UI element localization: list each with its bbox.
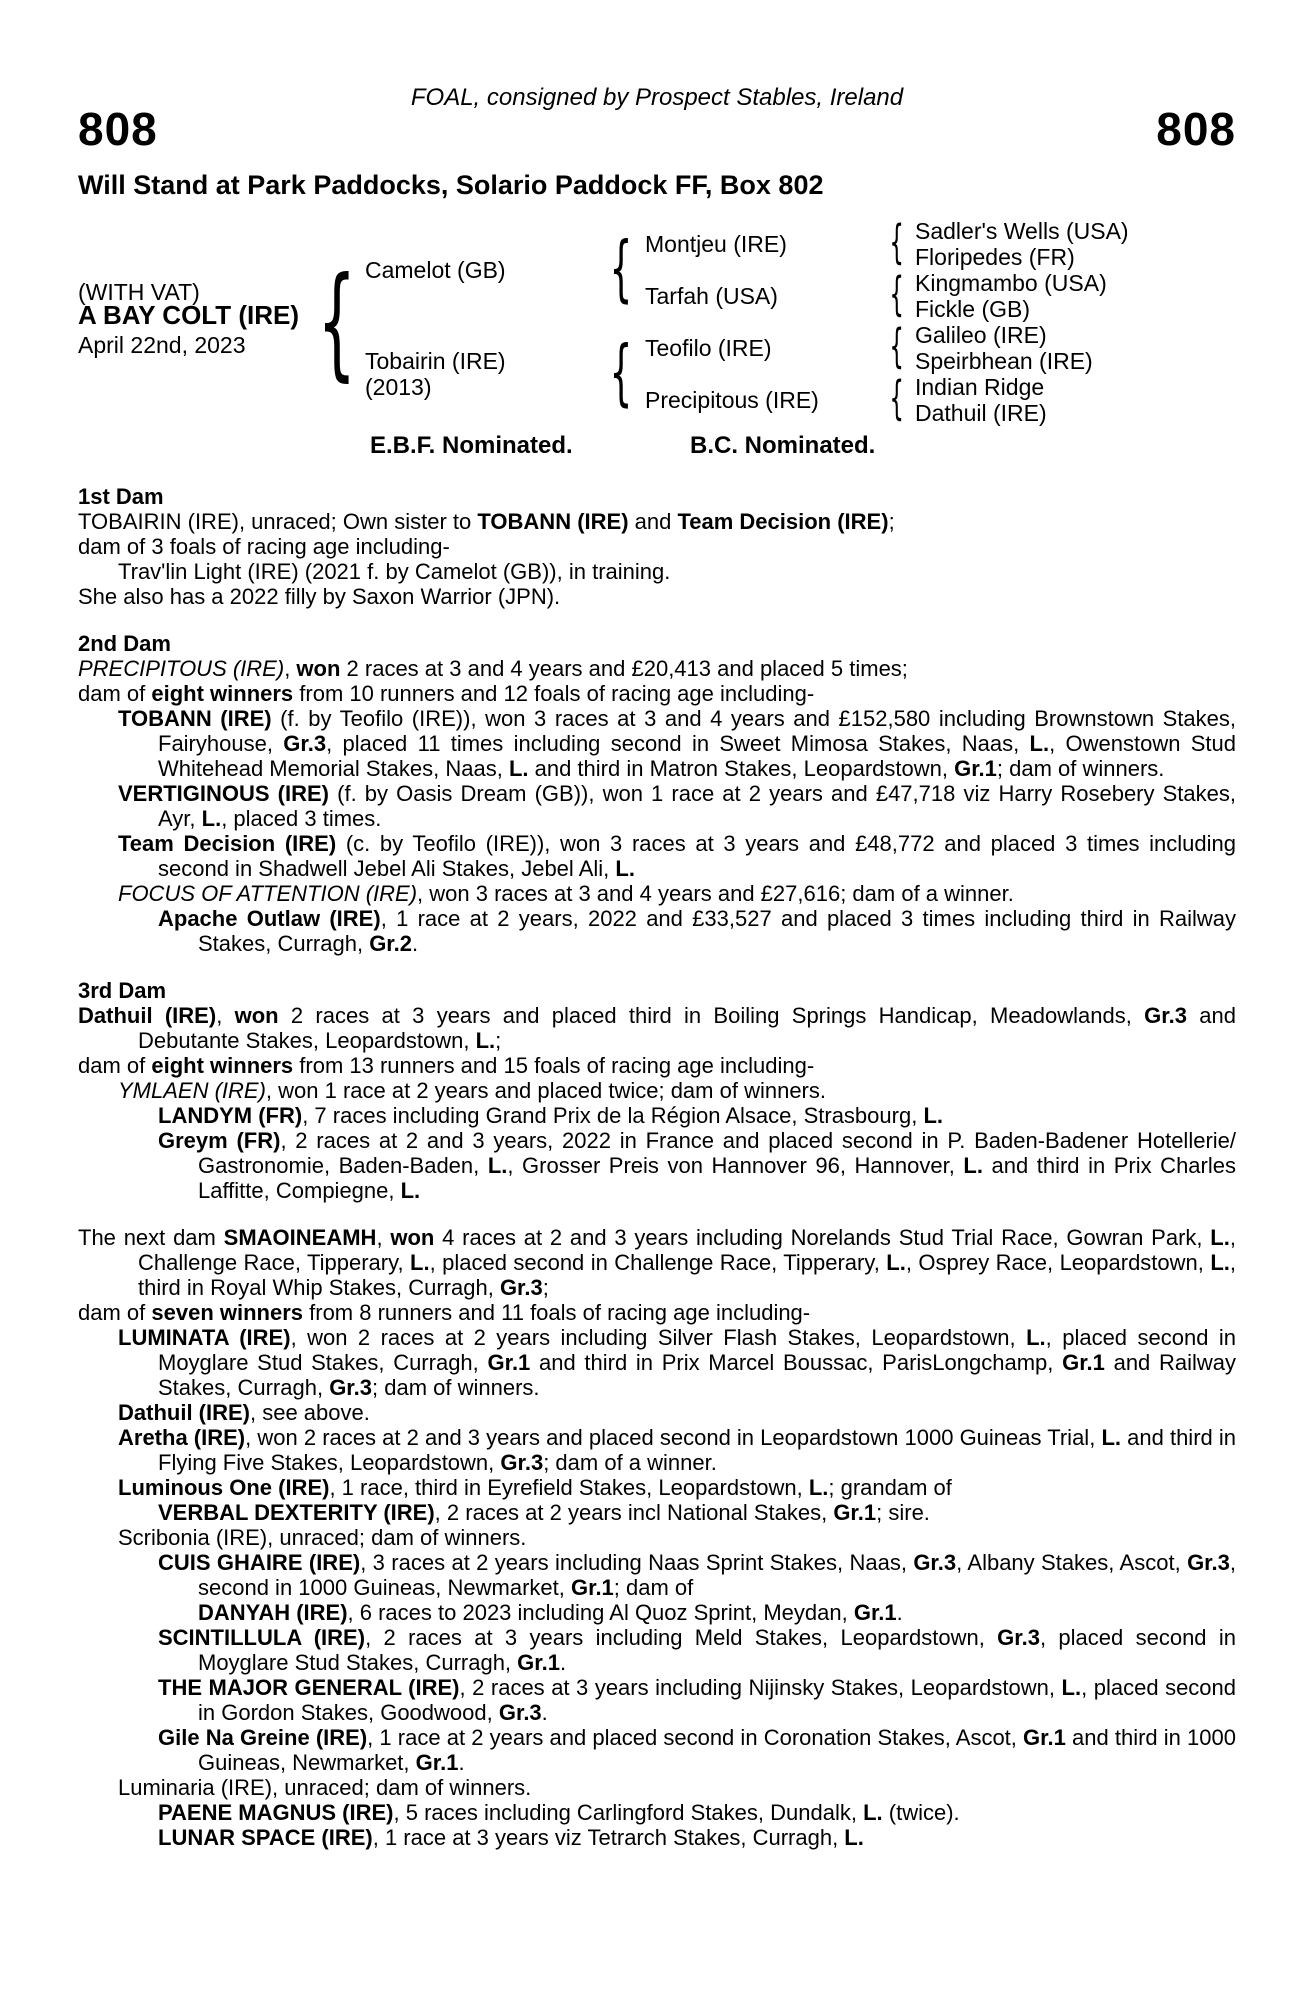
- pedigree-table: [0, 200, 1314, 462]
- pedigree-text-paragraph: Scribonia (IRE), unraced; dam of winners.: [118, 1525, 527, 1550]
- dam-section: [78, 484, 1236, 609]
- pedigree-text-paragraph: LANDYM (FR), 7 races including Grand Prix de la Région Alsace, Strasbourg, L.: [158, 1103, 943, 1128]
- section-heading: 2nd Dam: [78, 631, 171, 656]
- pedigree-brace: {: [889, 267, 904, 321]
- dam-dam-sire: Indian Ridge: [915, 374, 1045, 400]
- lot-number-left: 808: [78, 103, 158, 155]
- pedigree-text-paragraph: FOCUS OF ATTENTION (IRE), won 3 races at 3 and 4 years and £27,616; dam of a winner.: [118, 881, 1014, 906]
- pedigree-text-paragraph: VERTIGINOUS (IRE) (f. by Oasis Dream (GB)), won 1 race at 2 years and £47,718 viz Harry Rosebery Stakes, Ayr, L., placed 3 times.: [118, 781, 1236, 831]
- dam-section: [78, 1225, 1236, 1850]
- pedigree-text-paragraph: CUIS GHAIRE (IRE), 3 races at 2 years including Naas Sprint Stakes, Naas, Gr.3, Albany Stakes, Ascot, Gr.3, second in 1000 Guineas, Newmarket, Gr.1; dam of: [158, 1550, 1236, 1600]
- pedigree-text-paragraph: Aretha (IRE), won 2 races at 2 and 3 years and placed second in Leopardstown 1000 Guineas Trial, L. and third in Flying Five Stakes, Leopardstown, Gr.3; dam of a winner.: [118, 1425, 1236, 1475]
- pedigree-text-paragraph: Team Decision (IRE) (c. by Teofilo (IRE)), won 3 races at 3 years and £48,772 and placed 3 times including second in Shadwell Jebel Ali Stakes, Jebel Ali, L.: [118, 831, 1237, 881]
- pedigree-text-paragraph: Greym (FR), 2 races at 2 and 3 years, 2022 in France and placed second in P. Baden-Badener Hotellerie/ Gastronomie, Baden-Baden, L., Grosser Preis von Hannover 96, Hannover, L. and third in Prix Charles Laffitte, Compiegne, L.: [158, 1128, 1237, 1203]
- pedigree-text-paragraph: She also has a 2022 filly by Saxon Warrior (JPN).: [78, 584, 561, 609]
- pedigree-text-paragraph: Luminous One (IRE), 1 race, third in Eyrefield Stakes, Leopardstown, L.; grandam of: [118, 1475, 952, 1500]
- pedigree-text-paragraph: DANYAH (IRE), 6 races to 2023 including Al Quoz Sprint, Meydan, Gr.1.: [198, 1600, 903, 1625]
- pedigree-text-paragraph: LUNAR SPACE (IRE), 1 race at 3 years viz Tetrarch Stakes, Curragh, L.: [158, 1825, 864, 1850]
- pedigree-text-paragraph: Apache Outlaw (IRE), 1 race at 2 years, 2022 and £33,527 and placed 3 times including third in Railway Stakes, Curragh, Gr.2.: [158, 906, 1237, 956]
- lot-number-right: 808: [1156, 103, 1236, 155]
- pedigree-text-paragraph: PRECIPITOUS (IRE), won 2 races at 3 and 4 years and £20,413 and placed 5 times;: [78, 656, 908, 681]
- pedigree-brace: {: [317, 251, 357, 393]
- sire-dam-sire: Kingmambo (USA): [915, 270, 1107, 296]
- pedigree-text-paragraph: Dathuil (IRE), won 2 races at 3 years and placed third in Boiling Springs Handicap, Meadowlands, Gr.3 and Debutante Stakes, Leopardstown, L.;: [78, 1003, 1236, 1053]
- dam-section: [78, 978, 1236, 1203]
- pedigree-brace: {: [889, 371, 904, 425]
- pedigree-brace: {: [609, 330, 633, 414]
- dam-dam: Precipitous (IRE): [645, 387, 819, 413]
- pedigree-brace: {: [889, 319, 904, 373]
- dam-dam-dam: Dathuil (IRE): [915, 400, 1047, 426]
- pedigree-text-paragraph: dam of eight winners from 13 runners and 15 foals of racing age including-: [78, 1053, 815, 1078]
- pedigree-text-paragraph: VERBAL DEXTERITY (IRE), 2 races at 2 years incl National Stakes, Gr.1; sire.: [158, 1500, 930, 1525]
- consignment-title: FOAL, consigned by Prospect Stables, Ireland: [410, 84, 904, 111]
- sire-sire: Montjeu (IRE): [645, 231, 787, 257]
- sire-sire-sire: Sadler's Wells (USA): [915, 218, 1129, 244]
- pedigree-text-paragraph: SCINTILLULA (IRE), 2 races at 3 years including Meld Stakes, Leopardstown, Gr.3, placed second in Moyglare Stud Stakes, Curragh, Gr.1.: [158, 1625, 1237, 1675]
- sire-dam: Tarfah (USA): [645, 283, 778, 309]
- pedigree-text-paragraph: The next dam SMAOINEAMH, won 4 races at 2 and 3 years including Norelands Stud Trial Race, Gowran Park, L., Challenge Race, Tipperary, L., placed second in Challenge Race, Tipperary, L., Osprey Race, Leopardstown, L., third in Royal Whip Stakes, Curragh, Gr.3;: [78, 1225, 1236, 1300]
- pedigree-text-paragraph: LUMINATA (IRE), won 2 races at 2 years including Silver Flash Stakes, Leopardstown, L., placed second in Moyglare Stud Stakes, Curragh, Gr.1 and third in Prix Marcel Boussac, ParisLongchamp, Gr.1 and Railway Stakes, Curragh, Gr.3; dam of winners.: [118, 1325, 1237, 1400]
- ebf-nomination: E.B.F. Nominated.: [370, 432, 573, 459]
- vat-note: (WITH VAT): [78, 279, 200, 305]
- pedigree-brace: {: [609, 226, 633, 310]
- pedigree-text-paragraph: TOBAIRIN (IRE), unraced; Own sister to TOBANN (IRE) and Team Decision (IRE);: [78, 509, 895, 534]
- dam-sire: Teofilo (IRE): [645, 335, 772, 361]
- dam-section: [78, 631, 1236, 956]
- sire-dam-dam: Fickle (GB): [915, 296, 1030, 322]
- bc-nomination: B.C. Nominated.: [690, 432, 876, 459]
- sire-name: Camelot (GB): [365, 257, 506, 283]
- foaling-date: April 22nd, 2023: [78, 332, 246, 358]
- pedigree-text-paragraph: THE MAJOR GENERAL (IRE), 2 races at 3 years including Nijinsky Stakes, Leopardstown, L., placed second in Gordon Stakes, Goodwood, Gr.3.: [158, 1675, 1237, 1725]
- pedigree-text-paragraph: Luminaria (IRE), unraced; dam of winners.: [118, 1775, 532, 1800]
- pedigree-text-paragraph: dam of eight winners from 10 runners and 12 foals of racing age including-: [78, 681, 815, 706]
- pedigree-text-paragraph: dam of 3 foals of racing age including-: [78, 534, 450, 559]
- section-heading: 1st Dam: [78, 484, 164, 509]
- section-heading: 3rd Dam: [78, 978, 167, 1003]
- dam-history: [78, 484, 1236, 1850]
- pedigree-text-paragraph: YMLAEN (IRE), won 1 race at 2 years and placed twice; dam of winners.: [118, 1078, 826, 1103]
- pedigree-text-paragraph: PAENE MAGNUS (IRE), 5 races including Carlingford Stakes, Dundalk, L. (twice).: [158, 1800, 960, 1825]
- sire-sire-dam: Floripedes (FR): [915, 244, 1075, 270]
- pedigree-text-paragraph: dam of seven winners from 8 runners and 11 foals of racing age including-: [78, 1300, 811, 1325]
- pedigree-text-paragraph: Dathuil (IRE), see above.: [118, 1400, 370, 1425]
- pedigree-text-paragraph: Gile Na Greine (IRE), 1 race at 2 years and placed second in Coronation Stakes, Ascot, Gr.1 and third in 1000 Guineas, Newmarket, Gr.1.: [158, 1725, 1236, 1775]
- dam-name: Tobairin (IRE): [365, 348, 506, 374]
- dam-sire-dam: Speirbhean (IRE): [915, 348, 1093, 374]
- colt-name: A BAY COLT (IRE): [78, 300, 300, 330]
- pedigree-text-paragraph: TOBANN (IRE) (f. by Teofilo (IRE)), won 3 races at 3 and 4 years and £152,580 including Brownstown Stakes, Fairyhouse, Gr.3, placed 11 times including second in Sweet Mimosa Stakes, Naas, L., Owenstown Stud Whitehead Memorial Stakes, Naas, L. and third in Matron Stakes, Leopardstown, Gr.1; dam of winners.: [118, 706, 1236, 781]
- dam-year: (2013): [365, 374, 432, 400]
- pedigree-brace: {: [889, 215, 904, 269]
- dam-sire-sire: Galileo (IRE): [915, 322, 1047, 348]
- stand-location-line: Will Stand at Park Paddocks, Solario Paddock FF, Box 802: [78, 170, 824, 200]
- pedigree-text-paragraph: Trav'lin Light (IRE) (2021 f. by Camelot (GB)), in training.: [118, 559, 671, 584]
